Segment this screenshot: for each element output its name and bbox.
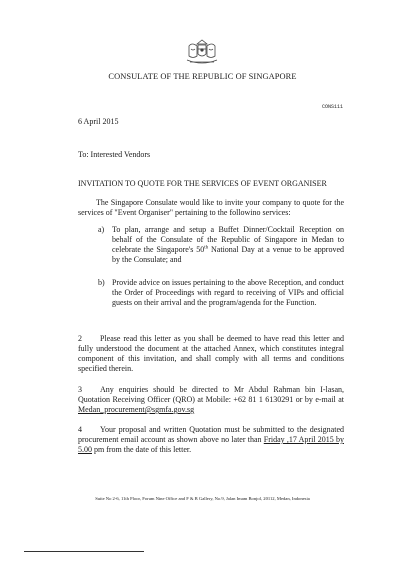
paragraph-3 — [78, 385, 344, 415]
paragraph-4: 4 Your proposal and written Quotation must be submitted to the designated procurement email account as shown above no later than Friday ,17 April 2015 by 5.00 pm from the date of this letter. — [78, 425, 344, 454]
paragraph-text: Please read this letter as you shall be deemed to have read this letter and fully understood the document at the attached Annex, which constitutes integral component of this invitation, and shall comply with all terms and conditions specified therein. — [78, 334, 344, 373]
consulate-address: Suite No 2-6, 11th Floor, Forum Nine Office and F & B Gallery, No.9, Jalan Imam Bonjol, 20112, Medan, Indonesia — [95, 496, 310, 501]
service-item-a — [98, 225, 344, 265]
item-text: Provide advice on issues pertaining to the above Reception, and conduct the Order of Proceedings with regard to receiving of VIPs and official guests on their arrival and the program/agenda for the Function. — [112, 278, 344, 307]
intro-paragraph: The Singapore Consulate would like to invite your company to quote for the services of "Event Organiser" pertaining to the followino services: — [78, 198, 344, 217]
item-label: b) — [98, 278, 105, 287]
recipient-line: To: Interested Vendors — [78, 150, 151, 159]
consulate-heading: CONSULATE OF THE REPUBLIC OF SINGAPORE — [108, 72, 297, 81]
footnote-divider — [24, 551, 144, 552]
subject-line: INVITATION TO QUOTE FOR THE SERVICES OF EVENT ORGANISER — [78, 179, 327, 188]
service-item-b — [98, 278, 344, 308]
ordinal-suffix: th — [204, 245, 209, 251]
paragraph-number: 4 — [78, 425, 82, 434]
item-label: a) — [98, 225, 105, 234]
paragraph-number: 3 — [78, 385, 82, 394]
paragraph-number: 2 — [78, 334, 82, 343]
item-text: To plan, arrange and setup a Buffet Dinner/Cocktail Reception on behalf of the Consulate of the Republic of Singapore in Medan to celebrate the Singapore's 50th National Day at a venue to be approved by the Consulate; and — [112, 225, 344, 264]
reference-number: CONS111 — [321, 104, 343, 110]
coat-of-arms-icon — [181, 36, 223, 68]
email-link[interactable]: Medan_procurement@sgmfa.gov.sg — [78, 405, 195, 414]
paragraph-2 — [78, 334, 344, 374]
paragraph-text: Your proposal and written Quotation must be submitted to the designated procurement email account as shown above no later than — [78, 425, 344, 444]
submission-deadline: Friday ,17 April 2015 by 5.00 — [78, 435, 344, 454]
letter-date: 6 April 2015 — [78, 117, 119, 126]
paragraph-text: Any enquiries should be directed to Mr Abdul Rahman bin I-lasan, Quotation Receiving Officer (QRO) at Mobile: +62 81 1 6130291 or by e-mail at — [78, 385, 344, 404]
